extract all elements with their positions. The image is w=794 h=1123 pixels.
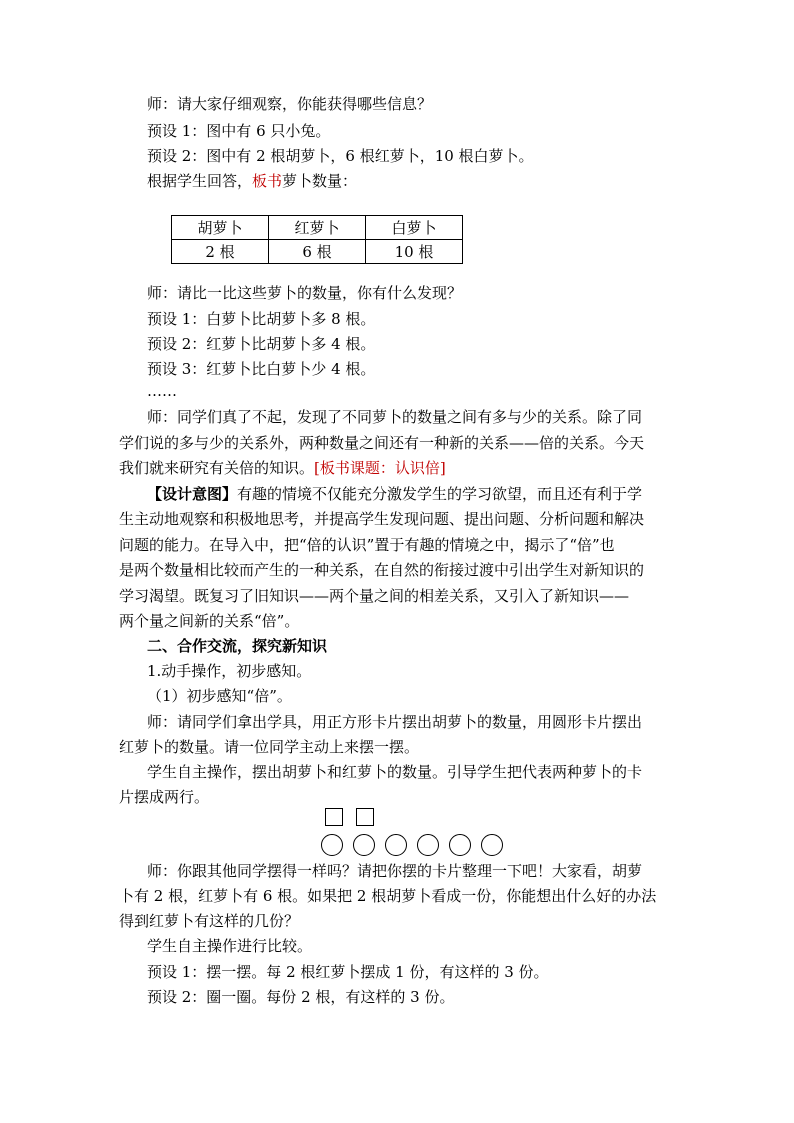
paragraph-line: 师：同学们真了不起，发现了不同萝卜的数量之间有多与少的关系。除了同 xyxy=(147,408,643,426)
paragraph-line: 得到红萝卜有这样的几份？ xyxy=(119,912,300,930)
design-intent-label: 【设计意图】 xyxy=(147,485,238,503)
carrot-count-table xyxy=(171,215,463,264)
text-line xyxy=(147,171,357,191)
paragraph-line: 学生自主操作进行比较。 xyxy=(147,937,313,955)
subsection-heading: 1.动手操作，初步感知。 xyxy=(147,662,312,680)
paragraph-line: 师：请同学们拿出学具，用正方形卡片摆出胡萝卜的数量，用圆形卡片摆出 xyxy=(147,713,643,731)
paragraph-line xyxy=(147,484,642,504)
text-span: 有趣的情境不仅能充分激发学生的学习欲望，而且还有利于学 xyxy=(237,485,643,503)
highlight-text: 板书 xyxy=(252,172,283,190)
circle-card xyxy=(321,834,343,856)
paragraph-line xyxy=(119,458,446,478)
text-line: 预设 3：红萝卜比白萝卜少 4 根。 xyxy=(147,360,376,378)
paragraph-line: 学们说的多与少的关系外，两种数量之间还有一种新的关系——倍的关系。今天 xyxy=(119,434,645,452)
text-line: 预设 2：红萝卜比胡萝卜多 4 根。 xyxy=(147,335,376,353)
text-line: 预设 1：图中有 6 只小兔。 xyxy=(147,122,331,140)
paragraph-line: 红萝卜的数量。请一位同学主动上来摆一摆。 xyxy=(119,738,420,756)
text-line: 师：请比一比这些萝卜的数量，你有什么发现？ xyxy=(147,284,463,302)
table-header-cell: 胡萝卜 xyxy=(172,216,269,240)
text-line: 师：请大家仔细观察，你能获得哪些信息？ xyxy=(147,95,433,113)
circle-card xyxy=(417,834,439,856)
table-cell: 2 根 xyxy=(172,240,269,264)
paragraph-line: 生主动地观察和积极地思考，并提高学生发现问题、提出问题、分析问题和解决 xyxy=(119,510,645,528)
paragraph-line: 预设 1：摆一摆。每 2 根红萝卜摆成 1 份，有这样的 3 份。 xyxy=(147,963,549,981)
text-line: 预设 1：白萝卜比胡萝卜多 8 根。 xyxy=(147,310,376,328)
circle-card xyxy=(385,834,407,856)
text-span: 根据学生回答， xyxy=(147,172,253,190)
text-line: …… xyxy=(147,382,177,400)
paragraph-line: 问题的能力。在导入中，把“倍的认识”置于有趣的情境之中，揭示了“倍”也 xyxy=(119,536,615,554)
table-row xyxy=(172,240,463,264)
table-header-cell: 红萝卜 xyxy=(269,216,366,240)
circle-card xyxy=(353,834,375,856)
square-card xyxy=(356,808,374,826)
section-heading: 二、合作交流，探究新知识 xyxy=(147,637,328,655)
square-card xyxy=(325,808,343,826)
subsection-heading: （1）初步感知“倍”。 xyxy=(147,687,292,705)
paragraph-line: 学习渴望。既复习了旧知识——两个量之间的相差关系，又引入了新知识—— xyxy=(119,587,630,605)
paragraph-line: 是两个数量相比较而产生的一种关系，在自然的衔接过渡中引出学生对新知识的 xyxy=(119,561,645,579)
text-span: 萝卜数量： xyxy=(282,172,358,190)
paragraph-line: 预设 2：圈一圈。每份 2 根，有这样的 3 份。 xyxy=(147,988,455,1006)
paragraph-line: 学生自主操作，摆出胡萝卜和红萝卜的数量。引导学生把代表两种萝卜的卡 xyxy=(147,763,643,781)
text-span: 我们就来研究有关倍的知识。 xyxy=(119,459,315,477)
table-header-cell: 白萝卜 xyxy=(366,216,463,240)
text-line: 预设 2：图中有 2 根胡萝卜，6 根红萝卜，10 根白萝卜。 xyxy=(147,147,534,165)
paragraph-line: 卜有 2 根，红萝卜有 6 根。如果把 2 根胡萝卜看成一份，你能想出什么好的办法 xyxy=(119,887,657,905)
table-cell: 10 根 xyxy=(366,240,463,264)
circle-card xyxy=(449,834,471,856)
circle-card xyxy=(481,834,503,856)
paragraph-line: 两个量之间新的关系“倍”。 xyxy=(119,612,300,630)
paragraph-line: 片摆成两行。 xyxy=(119,788,210,806)
table-header-row xyxy=(172,216,463,240)
table-cell: 6 根 xyxy=(269,240,366,264)
paragraph-line: 师：你跟其他同学摆得一样吗？请把你摆的卡片整理一下吧！大家看，胡萝 xyxy=(147,862,643,880)
board-title-highlight: [板书课题：认识倍] xyxy=(314,459,446,477)
